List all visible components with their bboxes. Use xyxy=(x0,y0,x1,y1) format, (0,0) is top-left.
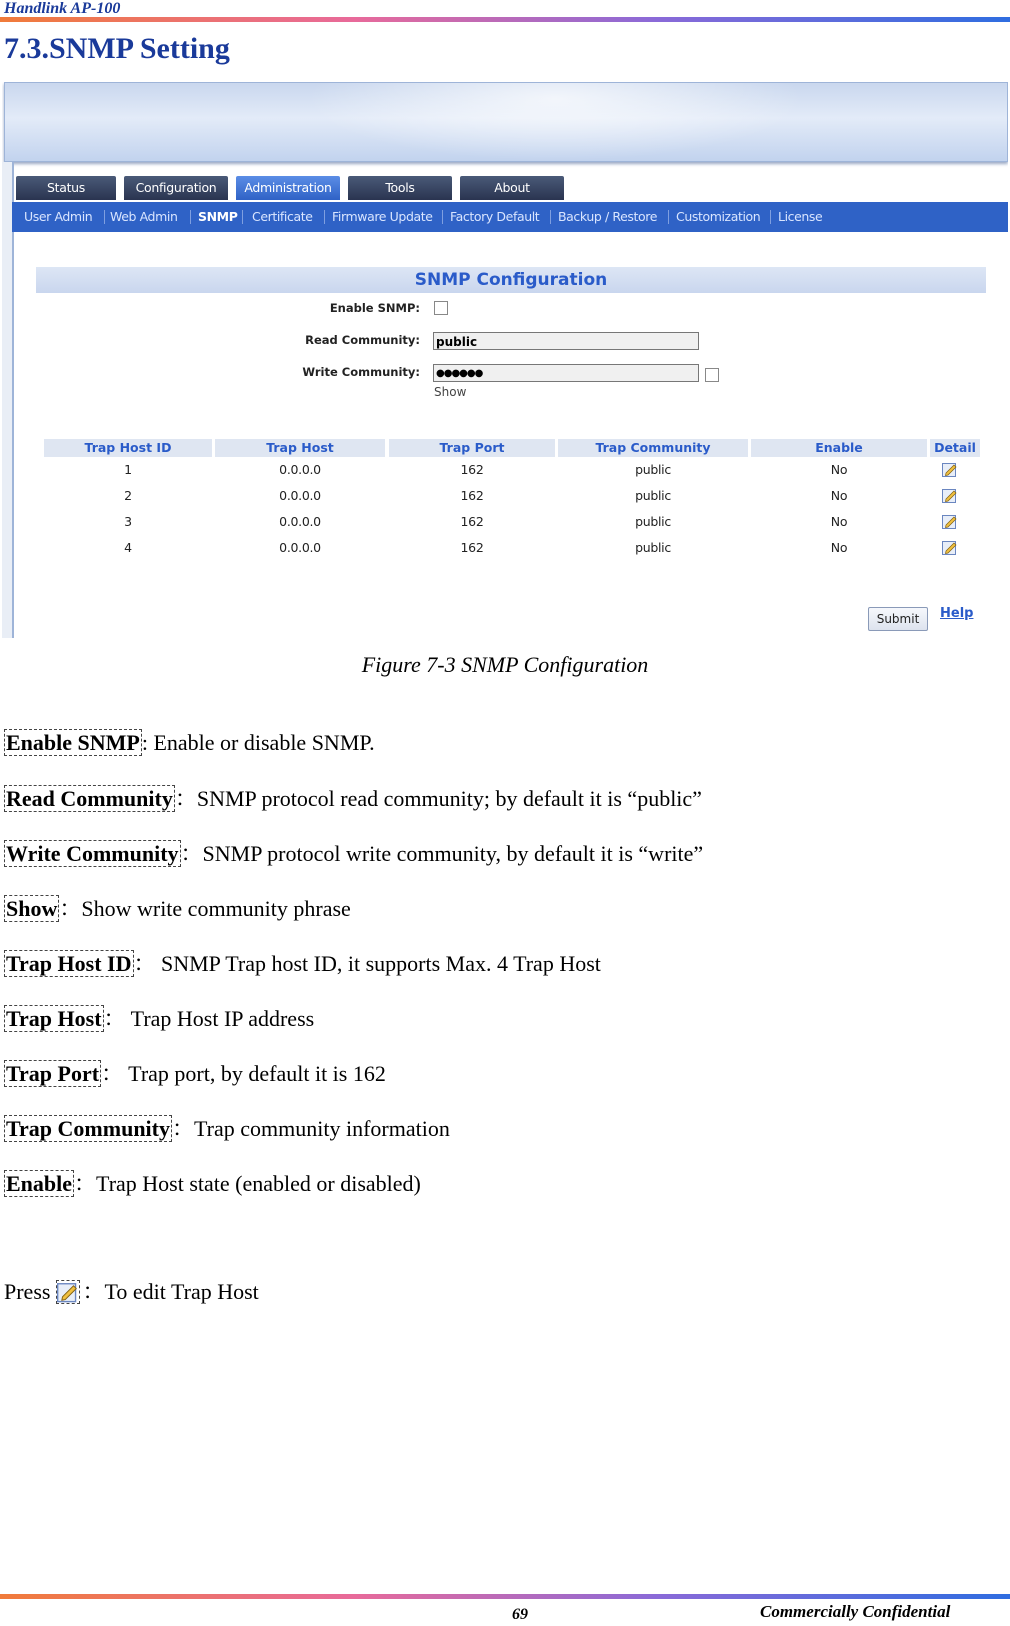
confidential-notice: Commercially Confidential xyxy=(760,1602,951,1621)
subnav-customization[interactable]: Customization xyxy=(676,209,761,224)
panel-title: SNMP Configuration xyxy=(36,267,986,293)
definition-text: ：SNMP protocol write community, by default it is “write” xyxy=(180,841,704,866)
definition-term: Trap Host xyxy=(6,1006,102,1031)
cell-port: 162 xyxy=(460,462,484,477)
cell-host: 0.0.0.0 xyxy=(279,514,321,529)
subnav-web-admin[interactable]: Web Admin xyxy=(110,209,178,224)
definition-text: ： SNMP Trap host ID, it supports Max. 4 Trap Host xyxy=(133,951,601,976)
document-title: Handlink AP-100 xyxy=(4,0,121,17)
cell-id: 4 xyxy=(124,540,132,555)
th-enable: Enable xyxy=(751,439,927,457)
tab-tools[interactable]: Tools xyxy=(348,176,452,200)
header-rule xyxy=(0,17,1010,22)
tab-configuration[interactable]: Configuration xyxy=(124,176,228,200)
edit-icon xyxy=(56,1280,80,1304)
left-border xyxy=(2,162,14,638)
table-row xyxy=(44,537,980,559)
definition-term: Trap Community xyxy=(6,1116,170,1141)
definition-text: ：Show write community phrase xyxy=(59,896,351,921)
help-link[interactable]: Help xyxy=(940,606,974,621)
page-number: 69 xyxy=(512,1606,528,1623)
definition-text: ：Trap Host state (enabled or disabled) xyxy=(74,1171,421,1196)
cell-enable: No xyxy=(830,462,848,477)
cell-host: 0.0.0.0 xyxy=(279,462,321,477)
edit-icon[interactable] xyxy=(942,540,958,555)
figure-caption: Figure 7-3 SNMP Configuration xyxy=(361,652,649,677)
definition-enable xyxy=(4,1167,421,1198)
subnav-license[interactable]: License xyxy=(778,209,823,224)
definition-term: Read Community xyxy=(6,786,173,811)
subnav-firmware-update[interactable]: Firmware Update xyxy=(332,209,433,224)
definition-term: Trap Port xyxy=(6,1061,100,1086)
cell-community: public xyxy=(635,488,671,503)
write-community-input[interactable]: ●●●●●● xyxy=(433,364,699,382)
footer-rule xyxy=(0,1594,1010,1599)
definition-text: ： Trap port, by default it is 162 xyxy=(101,1061,386,1086)
cell-id: 1 xyxy=(124,462,132,477)
read-community-input[interactable]: public xyxy=(433,332,699,350)
edit-icon[interactable] xyxy=(942,462,958,477)
definition-term: Show xyxy=(6,896,58,921)
cell-id: 2 xyxy=(124,488,132,503)
show-label: Show xyxy=(434,385,467,399)
cell-port: 162 xyxy=(460,488,484,503)
definition-text: : Enable or disable SNMP. xyxy=(141,730,375,755)
th-detail: Detail xyxy=(930,439,980,457)
cell-enable: No xyxy=(830,514,848,529)
write-community-label: Write Community: xyxy=(302,365,420,379)
edit-icon[interactable] xyxy=(942,488,958,503)
th-trap-port: Trap Port xyxy=(389,439,555,457)
subnav-snmp[interactable]: SNMP xyxy=(198,209,238,224)
definition-text: ：SNMP protocol read community; by default it is “public” xyxy=(174,786,702,811)
definition-trap-host-id xyxy=(4,947,601,978)
definition-read-community xyxy=(4,782,702,813)
tab-status[interactable]: Status xyxy=(16,176,116,200)
definition-trap-community xyxy=(4,1112,450,1143)
table-row xyxy=(44,459,980,481)
read-community-label: Read Community: xyxy=(305,333,420,347)
definition-term: Enable SNMP xyxy=(6,730,140,755)
cell-enable: No xyxy=(830,488,848,503)
press-instruction xyxy=(4,1275,259,1306)
definition-trap-port xyxy=(4,1057,386,1088)
banner xyxy=(4,82,1008,162)
cell-community: public xyxy=(635,514,671,529)
cell-community: public xyxy=(635,462,671,477)
snmp-screenshot xyxy=(2,82,1008,638)
table-row xyxy=(44,485,980,507)
tab-administration[interactable]: Administration xyxy=(236,176,340,200)
definition-term: Trap Host ID xyxy=(6,951,132,976)
definition-text: ： Trap Host IP address xyxy=(103,1006,315,1031)
enable-snmp-label: Enable SNMP: xyxy=(329,301,420,315)
cell-enable: No xyxy=(830,540,848,555)
th-trap-host: Trap Host xyxy=(215,439,385,457)
subnav-user-admin[interactable]: User Admin xyxy=(24,209,93,224)
definition-show xyxy=(4,892,351,923)
definition-term: Write Community xyxy=(6,841,179,866)
definition-term: Enable xyxy=(6,1171,73,1196)
cell-port: 162 xyxy=(460,514,484,529)
definition-enable-snmp xyxy=(4,730,375,756)
section-title: 7.3.SNMP Setting xyxy=(4,32,230,65)
subnav-backup-restore[interactable]: Backup / Restore xyxy=(558,209,658,224)
show-checkbox[interactable] xyxy=(705,368,719,382)
enable-snmp-checkbox[interactable] xyxy=(434,301,448,315)
definition-trap-host xyxy=(4,1002,314,1033)
cell-host: 0.0.0.0 xyxy=(279,540,321,555)
cell-id: 3 xyxy=(124,514,132,529)
th-trap-host-id: Trap Host ID xyxy=(44,439,212,457)
table-row xyxy=(44,511,980,533)
definition-text: ：Trap community information xyxy=(172,1116,450,1141)
press-prefix: Press xyxy=(4,1279,51,1304)
subnav-certificate[interactable]: Certificate xyxy=(252,209,313,224)
cell-host: 0.0.0.0 xyxy=(279,488,321,503)
cell-community: public xyxy=(635,540,671,555)
edit-icon[interactable] xyxy=(942,514,958,529)
tab-about[interactable]: About xyxy=(460,176,564,200)
sub-navigation xyxy=(12,202,1008,232)
press-suffix: ：To edit Trap Host xyxy=(82,1279,259,1304)
definition-write-community xyxy=(4,837,703,868)
submit-button[interactable]: Submit xyxy=(868,607,928,631)
th-trap-community: Trap Community xyxy=(558,439,748,457)
cell-port: 162 xyxy=(460,540,484,555)
subnav-factory-default[interactable]: Factory Default xyxy=(450,209,540,224)
